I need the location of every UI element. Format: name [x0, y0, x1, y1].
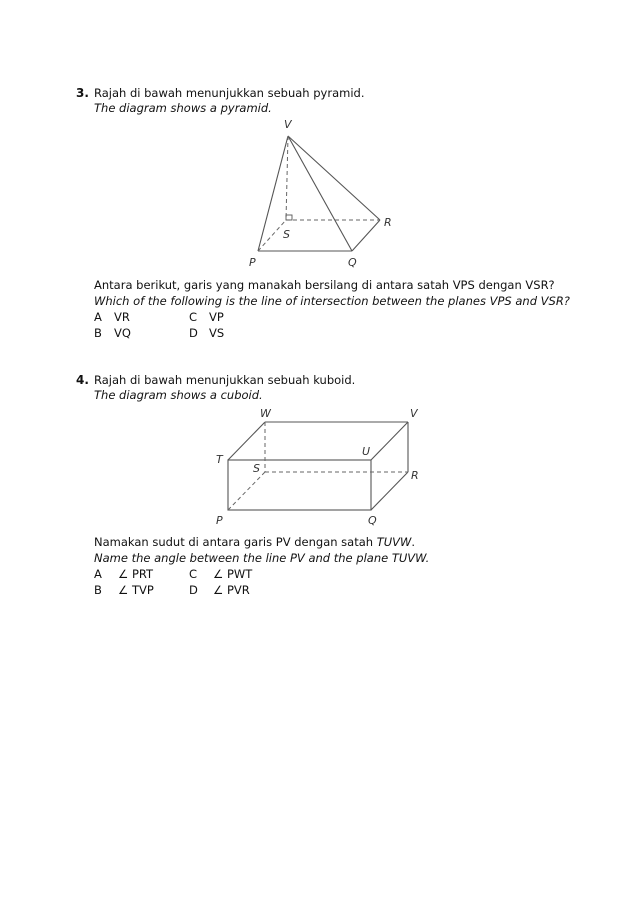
angle-icon: ∠ [118, 583, 129, 597]
question-number: 4. [76, 373, 89, 387]
edge-PS [228, 472, 265, 510]
question-stem-malay: Rajah di bawah menunjukkan sebuah kuboid. [94, 373, 356, 387]
option-text: PWT [226, 567, 253, 581]
question-malay [94, 535, 415, 549]
vertex-label-P: P [249, 256, 256, 269]
option-letter: B [94, 326, 102, 340]
option-text: VP [209, 310, 224, 324]
angle-icon: ∠ [118, 567, 129, 581]
vertex-label-S: S [283, 228, 290, 241]
question-malay-suffix: . [411, 535, 416, 549]
edge-VS [286, 136, 288, 220]
vertex-label-P: P [216, 514, 223, 527]
vertex-label-Q: Q [348, 256, 357, 269]
option-letter: D [189, 326, 198, 340]
option-letter: A [94, 310, 102, 324]
option-a[interactable] [94, 567, 153, 581]
cuboid-diagram [210, 400, 440, 530]
angle-icon: ∠ [213, 567, 224, 581]
edge-TW [228, 422, 265, 460]
vertex-label-R: R [384, 216, 392, 229]
option-text: VQ [114, 326, 131, 340]
question-stem-english: The diagram shows a cuboid. [94, 388, 263, 402]
vertex-label-U: U [362, 445, 371, 458]
option-b[interactable] [94, 326, 131, 340]
vertex-label-T: T [216, 453, 223, 466]
vertex-label-S: S [253, 462, 260, 475]
option-letter: D [189, 583, 198, 597]
vertex-label-V: V [410, 407, 418, 420]
edge-QR [352, 220, 380, 251]
vertex-label-Q: Q [368, 514, 377, 527]
option-text: VS [209, 326, 225, 340]
plane-name: TUVW [376, 535, 412, 549]
option-c[interactable] [189, 310, 224, 324]
vertex-label-V: V [284, 118, 292, 131]
question-english: Name the angle between the line PV and the plane TUVW. [94, 551, 430, 565]
option-text: PRT [131, 567, 154, 581]
question-stem-english: The diagram shows a pyramid. [94, 101, 272, 115]
option-letter: C [189, 567, 198, 581]
option-a[interactable] [94, 310, 130, 324]
option-letter: C [189, 310, 198, 324]
angle-icon: ∠ [213, 583, 224, 597]
face-front [228, 460, 371, 510]
option-letter: A [94, 567, 102, 581]
edge-QR [371, 472, 408, 510]
option-text: VR [114, 310, 130, 324]
vertex-label-R: R [411, 469, 419, 482]
option-text: PVR [226, 583, 250, 597]
question-malay: Antara berikut, garis yang manakah bersilang di antara satah VPS dengan VSR? [94, 278, 555, 292]
question-english: Which of the following is the line of intersection between the planes VPS and VSR? [94, 294, 570, 308]
edge-VR [288, 136, 380, 220]
pyramid-diagram [240, 116, 410, 276]
edge-VQ [288, 136, 352, 251]
option-text: TVP [131, 583, 154, 597]
right-angle-marker [286, 215, 292, 220]
question-stem-malay: Rajah di bawah menunjukkan sebuah pyramid. [94, 86, 365, 100]
question-malay-prefix: Namakan sudut di antara garis PV dengan satah [94, 535, 377, 549]
option-b[interactable] [94, 583, 154, 597]
option-d[interactable] [189, 326, 224, 340]
option-letter: B [94, 583, 102, 597]
option-c[interactable] [189, 567, 252, 581]
edge-UV [371, 422, 408, 460]
option-d[interactable] [189, 583, 250, 597]
question-number: 3. [76, 86, 89, 100]
vertex-label-W: W [260, 407, 271, 420]
